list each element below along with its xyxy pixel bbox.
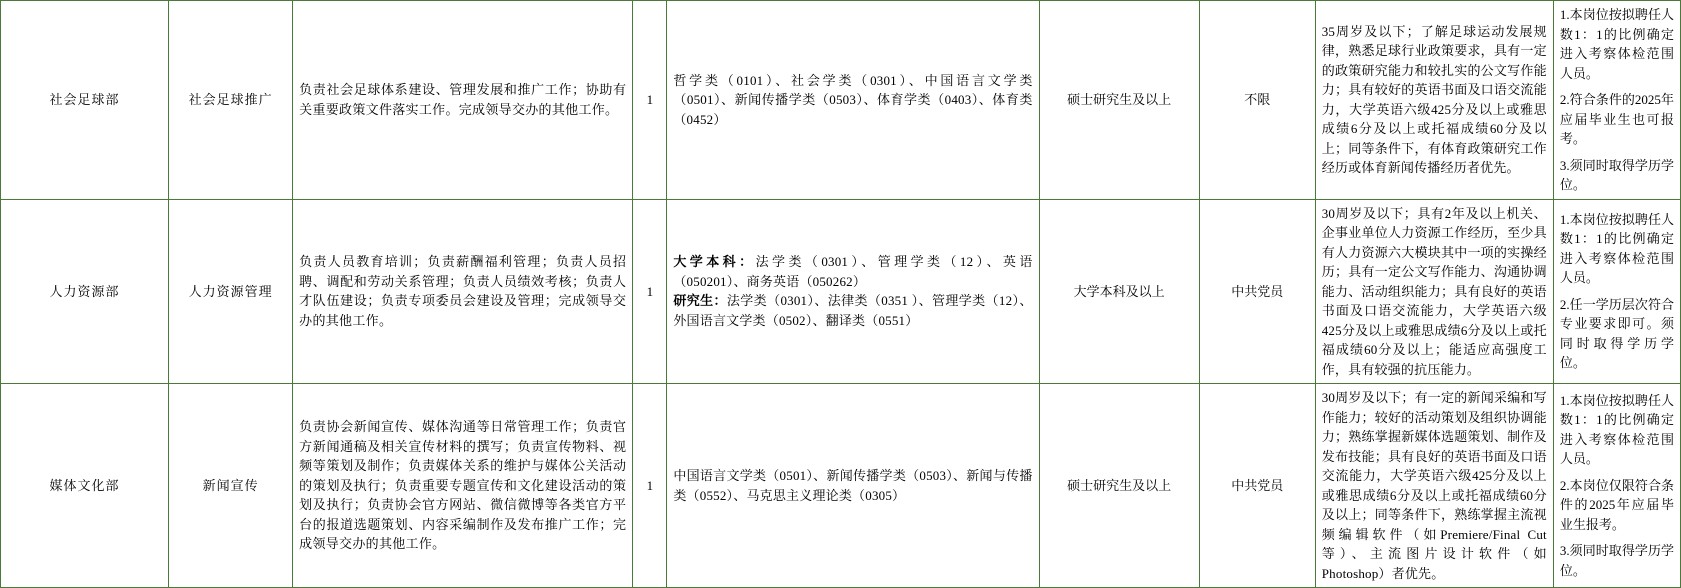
cell-education: 大学本科及以上 — [1039, 199, 1199, 384]
table-row — [1, 384, 1681, 588]
cell-duty: 负责社会足球体系建设、管理发展和推广工作；协助有关重要政策文件落实工作。完成领导交办的其他工作。 — [293, 1, 633, 200]
remark-line: 2.本岗位仅限符合条件的2025年应届毕业生报考。 — [1559, 477, 1674, 532]
cell-major: 中国语言文学类（0501）、新闻传播学类（0503）、新闻与传播类（0552）、马克思主义理论类（0305） — [667, 384, 1039, 588]
cell-remarks — [1553, 384, 1680, 588]
major-group-label: 研究生： — [673, 293, 727, 309]
cell-duty: 负责人员教育培训；负责薪酬福利管理；负责人员招聘、调配和劳动关系管理；负责人员绩效考核；负责人才队伍建设；负责专项委员会建设及管理；完成领导交办的其他工作。 — [293, 199, 633, 384]
major-group-text: 法学类（0301）、法律类（0351 ）、管理学类（12）、外国语言文学类（0502）、翻译类（0551） — [673, 293, 1033, 328]
cell-remarks — [1553, 199, 1680, 384]
cell-major — [667, 199, 1039, 384]
cell-other-requirements: 35周岁及以下；了解足球运动发展规律，熟悉足球行业政策要求，具有一定的政策研究能力和较扎实的公文写作能力；具有较好的英语书面及口语交流能力，大学英语六级425分及以上或雅思成绩6分及以上或托福成绩60分及以上；同等条件下，有体育政策研究工作经历或体育新闻传播经历者优先。 — [1315, 1, 1553, 200]
cell-department: 人力资源部 — [1, 199, 169, 384]
table-row — [1, 1, 1681, 200]
cell-major: 哲学类（0101）、社会学类（0301）、中国语言文学类（0501）、新闻传播学类（0503）、体育学类（0403）、体育类（0452） — [667, 1, 1039, 200]
remark-line: 2.任一学历层次符合专业要求即可。须同时取得学历学位。 — [1559, 296, 1674, 371]
cell-number: 1 — [633, 199, 667, 384]
cell-post: 社会足球推广 — [169, 1, 293, 200]
remark-line: 1.本岗位按拟聘任人数1：1的比例确定进入考察体检范围人员。 — [1559, 7, 1674, 81]
cell-other-requirements: 30周岁及以下；具有2年及以上机关、企事业单位人力资源工作经历，至少具有人力资源六大模块其中一项的实操经历；具有一定公文写作能力、沟通协调能力、活动组织能力；具有良好的英语书面及口语交流能力，大学英语六级425分及以上或雅思成绩6分及以上或托福成绩60分及以上；能适应高强度工作，具有较强的抗压能力。 — [1315, 199, 1553, 384]
major-group-text: 法学类（0301）、管理学类（12）、英语（050201）、商务英语（050262） — [673, 254, 1033, 289]
cell-post: 人力资源管理 — [169, 199, 293, 384]
major-group-graduate — [673, 291, 1032, 330]
cell-number: 1 — [633, 1, 667, 200]
cell-remarks — [1553, 1, 1680, 200]
cell-department: 社会足球部 — [1, 1, 169, 200]
table-row — [1, 199, 1681, 384]
major-group-undergraduate — [673, 252, 1032, 291]
cell-number: 1 — [633, 384, 667, 588]
remark-line: 1.本岗位按拟聘任人数1：1的比例确定进入考察体检范围人员。 — [1559, 211, 1674, 286]
cell-political-status: 不限 — [1199, 1, 1315, 200]
cell-post: 新闻宣传 — [169, 384, 293, 588]
cell-department: 媒体文化部 — [1, 384, 169, 588]
cell-political-status: 中共党员 — [1199, 384, 1315, 588]
cell-education: 硕士研究生及以上 — [1039, 384, 1199, 588]
cell-other-requirements: 30周岁及以下；有一定的新闻采编和写作能力；较好的活动策划及组织协调能力；熟练掌握新媒体选题策划、制作及发布技能；具有良好的英语书面及口语交流能力，大学英语六级425分及以上或雅思成绩6分及以上或托福成绩60分及以上；同等条件下，熟练掌握主流视频编辑软件（如Premiere/Final Cut 等）、主流图片设计软件（如Photoshop）者优先。 — [1315, 384, 1553, 588]
remark-line: 1.本岗位按拟聘任人数1：1的比例确定进入考察体检范围人员。 — [1559, 392, 1674, 467]
remark-line: 3.须同时取得学历学位。 — [1559, 543, 1674, 578]
cell-political-status: 中共党员 — [1199, 199, 1315, 384]
cell-duty: 负责协会新闻宣传、媒体沟通等日常管理工作；负责官方新闻通稿及相关宣传材料的撰写；负责宣传物料、视频等策划及制作；负责媒体关系的维护与媒体公关活动的策划及执行；负责重要专题宣传和文化建设活动的策划及执行；负责协会官方网站、微信微博等各类官方平台的报道选题策划、内容采编制作及发布推广工作；完成领导交办的其他工作。 — [293, 384, 633, 588]
cell-education: 硕士研究生及以上 — [1039, 1, 1199, 200]
major-group-label: 大学本科： — [673, 254, 756, 270]
remark-line: 2.符合条件的2025年应届毕业生也可报考。 — [1559, 92, 1674, 146]
remark-line: 3.须同时取得学历学位。 — [1559, 157, 1674, 192]
